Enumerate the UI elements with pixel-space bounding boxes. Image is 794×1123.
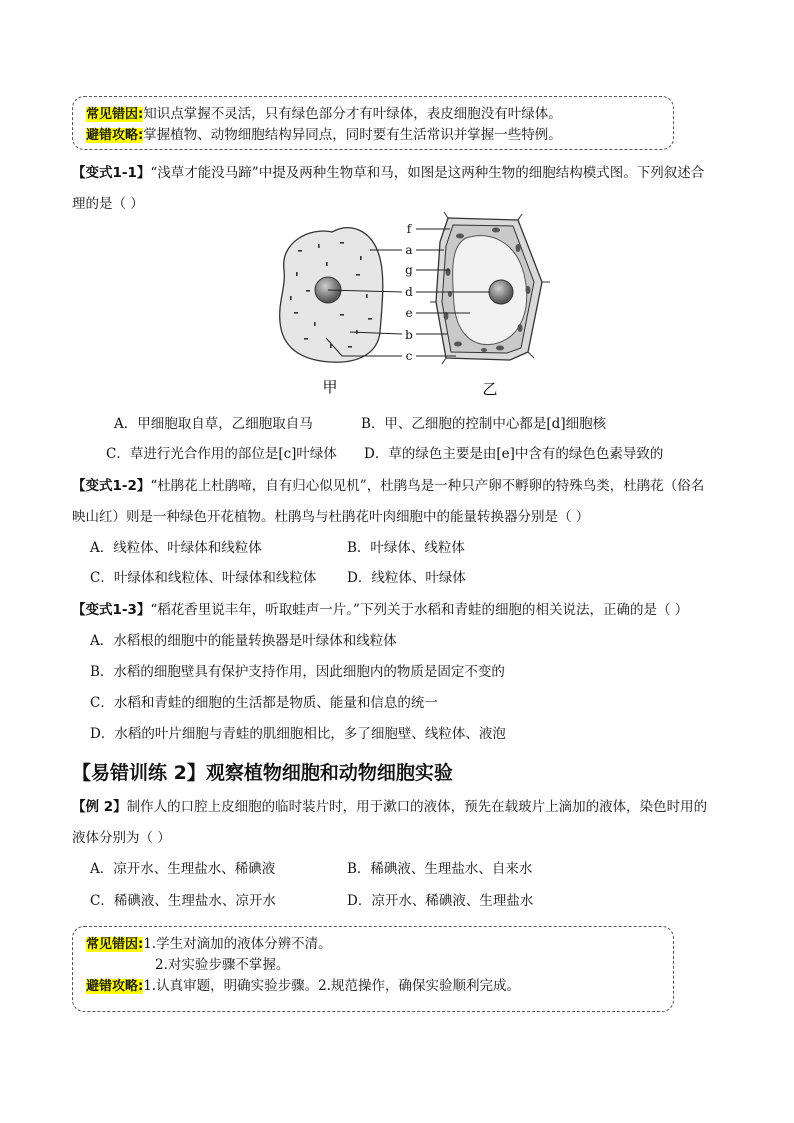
ex2-option-d[interactable]: D．凉开水、稀碘液、生理盐水	[347, 893, 534, 909]
ex2-option-b[interactable]: B．稀碘液、生理盐水、自来水	[347, 861, 533, 877]
tip-text: 掌握植物、动物细胞结构异同点，同时要有生活常识并掌握一些特例。	[143, 127, 562, 143]
q12-option-b[interactable]: B．叶绿体、线粒体	[347, 540, 465, 556]
label-b: b	[405, 328, 413, 342]
tip-row-2	[86, 976, 520, 997]
cause-tag: 常见错因:	[86, 107, 144, 122]
question-1-2-stem-2: 映山红）则是一种绿色开花植物。杜鹃鸟与杜鹃花叶肉细胞中的能量转换器分别是（ ）	[72, 509, 590, 525]
question-tag: 【例 2】	[72, 799, 127, 815]
cell-diagram	[270, 212, 560, 400]
label-d: d	[405, 285, 413, 299]
label-e: e	[405, 306, 413, 320]
cause-line-1: 1.学生对滴加的液体分辨不清。	[143, 936, 332, 952]
ex2-option-a[interactable]: A．凉开水、生理盐水、稀碘液	[90, 861, 276, 877]
tip-tag: 避错攻略:	[86, 979, 144, 994]
question-text: “杜鹃花上杜鹃啼，自有归心似见机”，杜鹃鸟是一种只产卵不孵卵的特殊鸟类，杜鹃花（俗名	[150, 478, 705, 494]
question-1-1-stem	[72, 163, 704, 183]
caption-right: 乙	[482, 380, 498, 398]
tip-tag: 避错攻略:	[86, 128, 144, 143]
q13-option-c[interactable]: C．水稻和青蛙的细胞的生活都是物质、能量和信息的统一	[90, 695, 438, 711]
q11-option-b[interactable]: B．甲、乙细胞的控制中心都是[d]细胞核	[361, 416, 607, 432]
caption-left: 甲	[322, 378, 338, 396]
cause-line-2: 2.对实验步骤不掌握。	[155, 957, 290, 973]
example-2-stem	[72, 797, 707, 817]
q12-option-a[interactable]: A．线粒体、叶绿体和线粒体	[90, 540, 262, 556]
question-1-3-stem	[72, 600, 688, 620]
label-g: g	[405, 263, 413, 277]
question-text: “浅草才能没马蹄”中提及两种生物草和马，如图是这两种生物的细胞结构模式图。下列叙述合	[150, 165, 705, 181]
tip-text: 1.认真审题，明确实验步骤。2.规范操作，确保实验顺利完成。	[143, 978, 520, 994]
q13-option-d[interactable]: D．水稻的叶片细胞与青蛙的肌细胞相比，多了细胞壁、线粒体、液泡	[90, 726, 506, 742]
question-tag: 【变式1-1】	[72, 165, 151, 181]
label-f: f	[406, 222, 412, 236]
question-text: “稻花香里说丰年，听取蛙声一片。”下列关于水稻和青蛙的细胞的相关说法，正确的是（ ）	[150, 602, 689, 618]
label-c: c	[405, 349, 413, 363]
q13-option-b[interactable]: B．水稻的细胞壁具有保护支持作用，因此细胞内的物质是固定不变的	[90, 664, 505, 680]
q12-option-d[interactable]: D．线粒体、叶绿体	[347, 570, 466, 586]
q13-option-a[interactable]: A．水稻根的细胞中的能量转换器是叶绿体和线粒体	[90, 633, 397, 649]
question-tag: 【变式1-3】	[72, 602, 151, 618]
question-tag: 【变式1-2】	[72, 478, 151, 494]
question-1-1-stem-2: 理的是（ ）	[72, 196, 144, 212]
question-text: 制作人的口腔上皮细胞的临时装片时，用于漱口的液体，预先在载玻片上滴加的液体，染色时用的	[126, 799, 708, 815]
question-1-2-stem	[72, 476, 704, 496]
section-heading: 【易错训练 2】观察植物细胞和动物细胞实验	[72, 762, 453, 784]
ex2-option-c[interactable]: C．稀碘液、生理盐水、凉开水	[90, 893, 276, 909]
cause-tag: 常见错因:	[86, 937, 144, 952]
tip-row	[86, 125, 562, 146]
example-2-stem-2: 液体分别为（ ）	[72, 830, 171, 846]
q11-option-a[interactable]: A．甲细胞取自草，乙细胞取自马	[114, 416, 313, 432]
label-a: a	[405, 243, 413, 257]
q12-option-c[interactable]: C．叶绿体和线粒体、叶绿体和线粒体	[90, 570, 317, 586]
cause-row	[86, 104, 562, 125]
cause-row-2	[86, 934, 332, 955]
q11-option-c[interactable]: C．草进行光合作用的部位是[c]叶绿体	[106, 446, 337, 462]
plant-nucleus	[489, 280, 513, 304]
q11-option-d[interactable]: D．草的绿色主要是由[e]中含有的绿色色素导致的	[364, 446, 664, 462]
cause-text: 知识点掌握不灵活，只有绿色部分才有叶绿体，表皮细胞没有叶绿体。	[143, 106, 562, 122]
